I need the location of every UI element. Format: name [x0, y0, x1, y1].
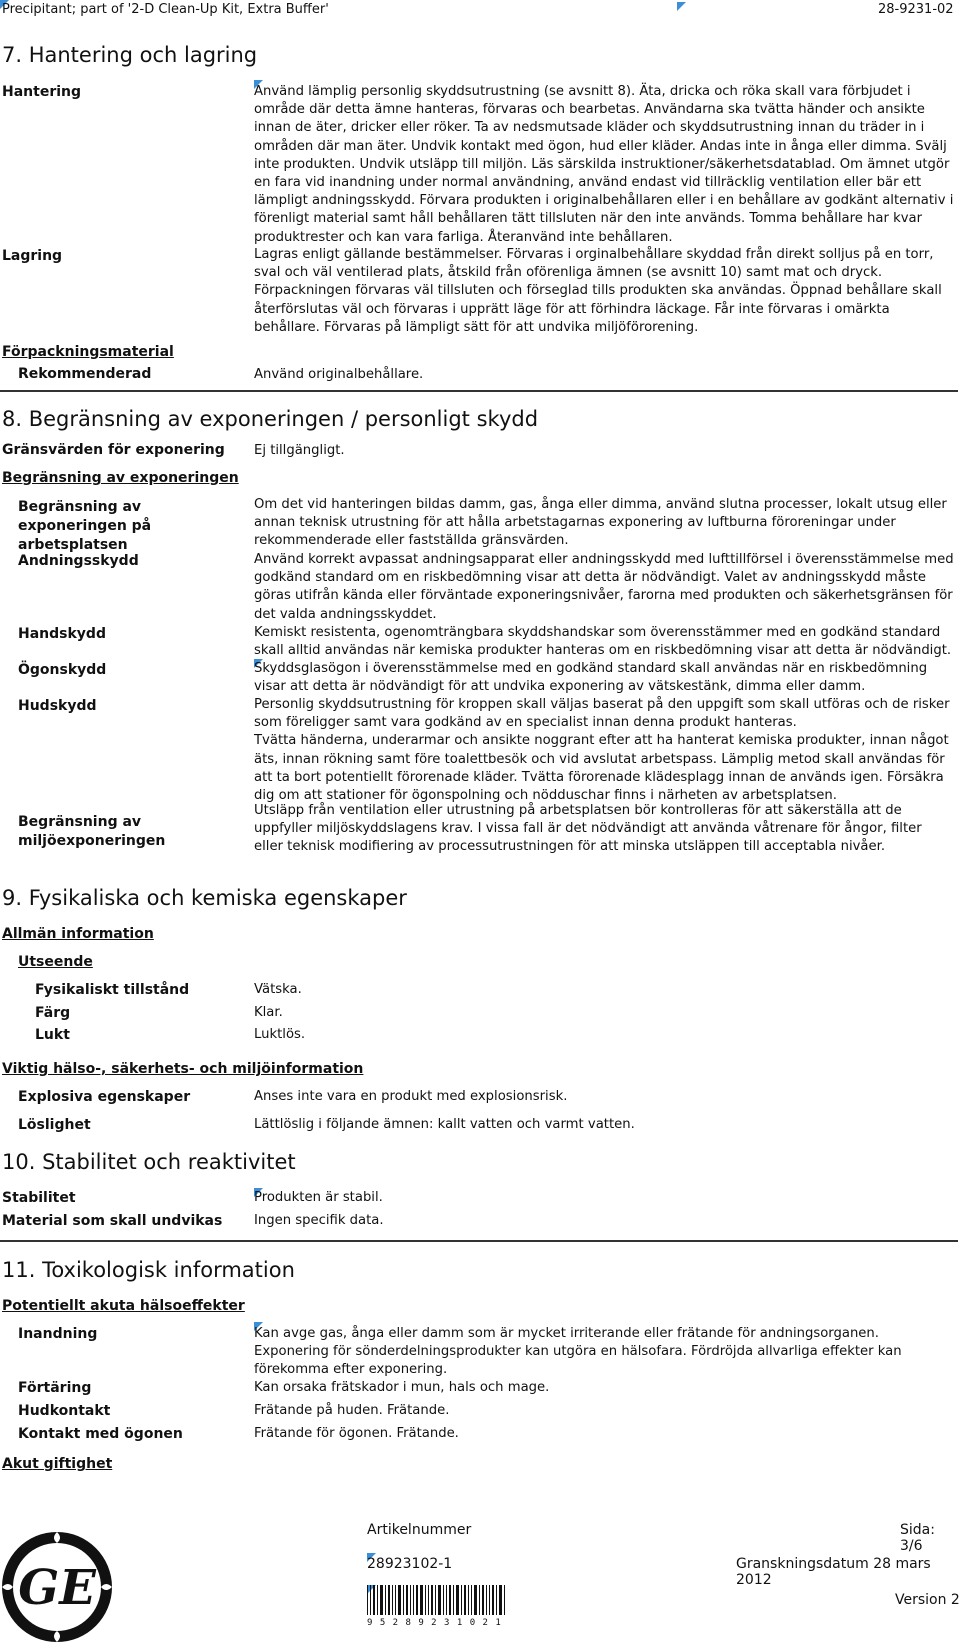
label-handskydd: Handskydd	[18, 626, 106, 642]
ge-logo	[0, 1530, 115, 1645]
svg-text:GE: GE	[18, 1560, 96, 1616]
section-11-title: 11. Toxikologisk information	[2, 1258, 295, 1282]
text-hantering: Använd lämplig personlig skyddsutrustning (se avsnitt 8). Äta, dricka och röka skall vara förbjudet i område där detta ämne hanteras, förvaras och bearbetas. Användarna ska tvätta händer och ansikte innan de äter, dricker eller röker. Ta av nedsmutsade kläder och skyddsutrustning innan du träder in i områden där man äter. Undvik kontakt med ögon, hud eller kläder. Andas inte in ånga eller dimma. Svälj inte produkten. Undvik utsläpp till miljön. Läs särskilda instruktioner/säkerhetsdatablad. Om ämnet utgör en fara vid inandning under normal användning, använd endast vid tillräcklig ventilation eller bär ett lämpligt andningsskydd. Förvara produkten i originalbehållaren eller i en behållare av godkänt alternativ i förenligt material samt håll behållaren tätt tillsluten när den inte används. Tomma behållare har kvar produktrester och kan vara farliga. Återanvänd inte behållaren.	[254, 84, 954, 245]
label-inandning: Inandning	[18, 1326, 98, 1342]
text-handskydd: Kemiskt resistenta, ogenomträngbara skyddshandskar som överensstämmer med en godkänd standard skall alltid användas när kemiska produkter hanteras om en riskbedömning visar att detta är nödvändigt.	[254, 625, 952, 659]
label-fysikaliskt-tillstand: Fysikaliskt tillstånd	[35, 982, 190, 998]
header-product: Precipitant; part of '2-D Clean-Up Kit, Extra Buffer'	[2, 2, 329, 17]
text-ogonskydd: Skyddsglasögon i överensstämmelse med en godkänd standard skall användas när en riskbedömning visar att detta är nödvändigt för att undvika exponering av vätskestänk, dimma eller damm.	[254, 661, 928, 695]
revision-flag-icon	[677, 2, 686, 11]
section-7-title: 7. Hantering och lagring	[2, 43, 258, 67]
text-fortaring: Kan orsaka frätskador i mun, hals och mage.	[254, 1380, 550, 1395]
section-10-title: 10. Stabilitet och reaktivitet	[2, 1150, 296, 1174]
text-andningsskydd: Använd korrekt avpassat andningsapparat eller andningsskydd med lufttillförsel i överensstämmelse med godkänd standard om en riskbedömning visar att detta är nödvändigt. Valet av andningsskydd måste göras utifrån kända eller förväntade exponeringsnivåer, farorna med produkten och säkerhetsgränsen för det valda andningsskyddet.	[254, 552, 954, 622]
label-potentiellt-akuta: Potentiellt akuta hälsoeffekter	[2, 1298, 245, 1314]
text-stabilitet: Produkten är stabil.	[254, 1190, 383, 1205]
ge-logo-icon	[0, 1530, 115, 1645]
label-allman-information: Allmän information	[2, 926, 154, 942]
label-begransning: Begränsning av exponeringen	[2, 470, 239, 486]
footer-sida: Sida: 3/6	[900, 1522, 935, 1554]
text-fysikaliskt-tillstand: Vätska.	[254, 982, 302, 997]
text-hudkontakt: Frätande på huden. Frätande.	[254, 1403, 450, 1418]
label-hantering: Hantering	[2, 84, 82, 100]
footer-artikel-label: Artikelnummer	[367, 1522, 472, 1538]
label-viktig-information: Viktig hälso-, säkerhets- och miljöinformation	[2, 1061, 364, 1077]
label-material-undvikas: Material som skall undvikas	[2, 1213, 223, 1229]
text-lagring: Lagras enligt gällande bestämmelser. Förvaras i orginalbehållare skyddad från direkt solljus på en torr, sval och väl ventilerad plats, åtskild från oförenliga ämnen (se avsnitt 10) samt mat och dryck. Förpackningen förvaras väl tillsluten och förseglad tills produkten ska användas. Öppnad behållare skall återförslutas väl och förvaras i upprätt läge för att förhindra läckage. Får inte förvaras i omärkta behållare. Förvaras på lämpligt sätt för att undvika miljöförorening.	[254, 247, 942, 335]
label-akut-giftighet: Akut giftighet	[2, 1456, 113, 1472]
label-lagring: Lagring	[2, 248, 63, 264]
text-gransvarden: Ej tillgängligt.	[254, 443, 345, 458]
header-code: 28-9231-02	[878, 2, 954, 17]
label-stabilitet: Stabilitet	[2, 1190, 76, 1206]
label-forpackningsmaterial: Förpackningsmaterial	[2, 344, 174, 360]
footer-version: Version 2	[895, 1592, 960, 1608]
barcode	[367, 1585, 507, 1628]
text-inandning: Kan avge gas, ånga eller damm som är mycket irriterande eller frätande för andningsorganen. Exponering för sönderdelningsprodukter kan utgöra en hälsofara. Fördröjda allvarliga effekter kan förekomma efter exponering.	[254, 1326, 902, 1378]
text-lukt: Luktlös.	[254, 1027, 306, 1042]
label-lukt: Lukt	[35, 1027, 70, 1043]
label-miljoexponeringen: Begränsning av miljöexponeringen	[18, 814, 166, 849]
section-divider	[0, 1240, 958, 1242]
label-fortaring: Förtäring	[18, 1380, 92, 1396]
text-kontakt-ogonen: Frätande för ögonen. Frätande.	[254, 1426, 459, 1441]
label-farg: Färg	[35, 1005, 71, 1021]
section-9-title: 9. Fysikaliska och kemiska egenskaper	[2, 886, 407, 910]
text-explosiva: Anses inte vara en produkt med explosionsrisk.	[254, 1089, 568, 1104]
section-8-title: 8. Begränsning av exponeringen / personligt skydd	[2, 407, 539, 431]
text-arbetsplatsen: Om det vid hanteringen bildas damm, gas, ånga eller dimma, använd slutna processer, lokalt utsug eller annan teknisk utrustning för att hålla arbetstagarnas exponering av luftburna föroreningar under rekommenderade eller fastställda gränsvärden.	[254, 497, 947, 549]
footer-artikel-value: 28923102-1	[367, 1556, 453, 1572]
section-divider	[0, 390, 958, 392]
label-utseende: Utseende	[18, 954, 93, 970]
text-material-undvikas: Ingen specifik data.	[254, 1213, 384, 1228]
label-gransvarden: Gränsvärden för exponering	[2, 442, 225, 458]
label-hudskydd: Hudskydd	[18, 698, 97, 714]
label-hudkontakt: Hudkontakt	[18, 1403, 111, 1419]
label-kontakt-ogonen: Kontakt med ögonen	[18, 1426, 183, 1442]
label-explosiva: Explosiva egenskaper	[18, 1089, 191, 1105]
text-rekommenderad: Använd originalbehållare.	[254, 367, 424, 382]
footer-granskningsdatum: Granskningsdatum 28 mars 2012	[736, 1556, 931, 1588]
label-loslighet: Löslighet	[18, 1117, 91, 1133]
barcode-icon	[367, 1585, 507, 1615]
text-hudskydd: Personlig skyddsutrustning för kroppen skall väljas baserat på den uppgift som skall utföras och de risker som föreligger samt vara godkänd av en specialist innan denna produkt hanteras. Tvätta händerna, underarmar och ansikte noggrant efter att ha hanterat kemiska produkter, innan något äts, innan rökning samt före toalettbesök och vid avslutat arbetspass. Lämplig metod skall användas för att ta bort potentiellt förorenade kläder. Tvätta förorenade klädesplagg innan de används igen. Försäkra dig om att stationer för ögonspolning och nödduschar finns i närheten av arbetsplatsen.	[254, 697, 950, 804]
label-arbetsplatsen: Begränsning av exponeringen på arbetsplatsen	[18, 499, 152, 553]
text-loslighet: Lättlöslig i följande ämnen: kallt vatten och varmt vatten.	[254, 1117, 635, 1132]
label-andningsskydd: Andningsskydd	[18, 553, 139, 569]
barcode-digits: 9 5 2 8 9 2 3 1 0 2 1	[367, 1618, 502, 1628]
text-miljoexponeringen: Utsläpp från ventilation eller utrustning på arbetsplatsen bör kontrolleras för att säkerställa att de uppfyller miljöskyddslagens krav. I vissa fall är det nödvändigt att använda våtrenare för ångor, filter eller teknisk modifiering av processutrustningen för att minska utsläppen till acceptabla nivåer.	[254, 803, 922, 855]
text-farg: Klar.	[254, 1005, 283, 1020]
label-ogonskydd: Ögonskydd	[18, 662, 107, 678]
label-rekommenderad: Rekommenderad	[18, 366, 152, 382]
